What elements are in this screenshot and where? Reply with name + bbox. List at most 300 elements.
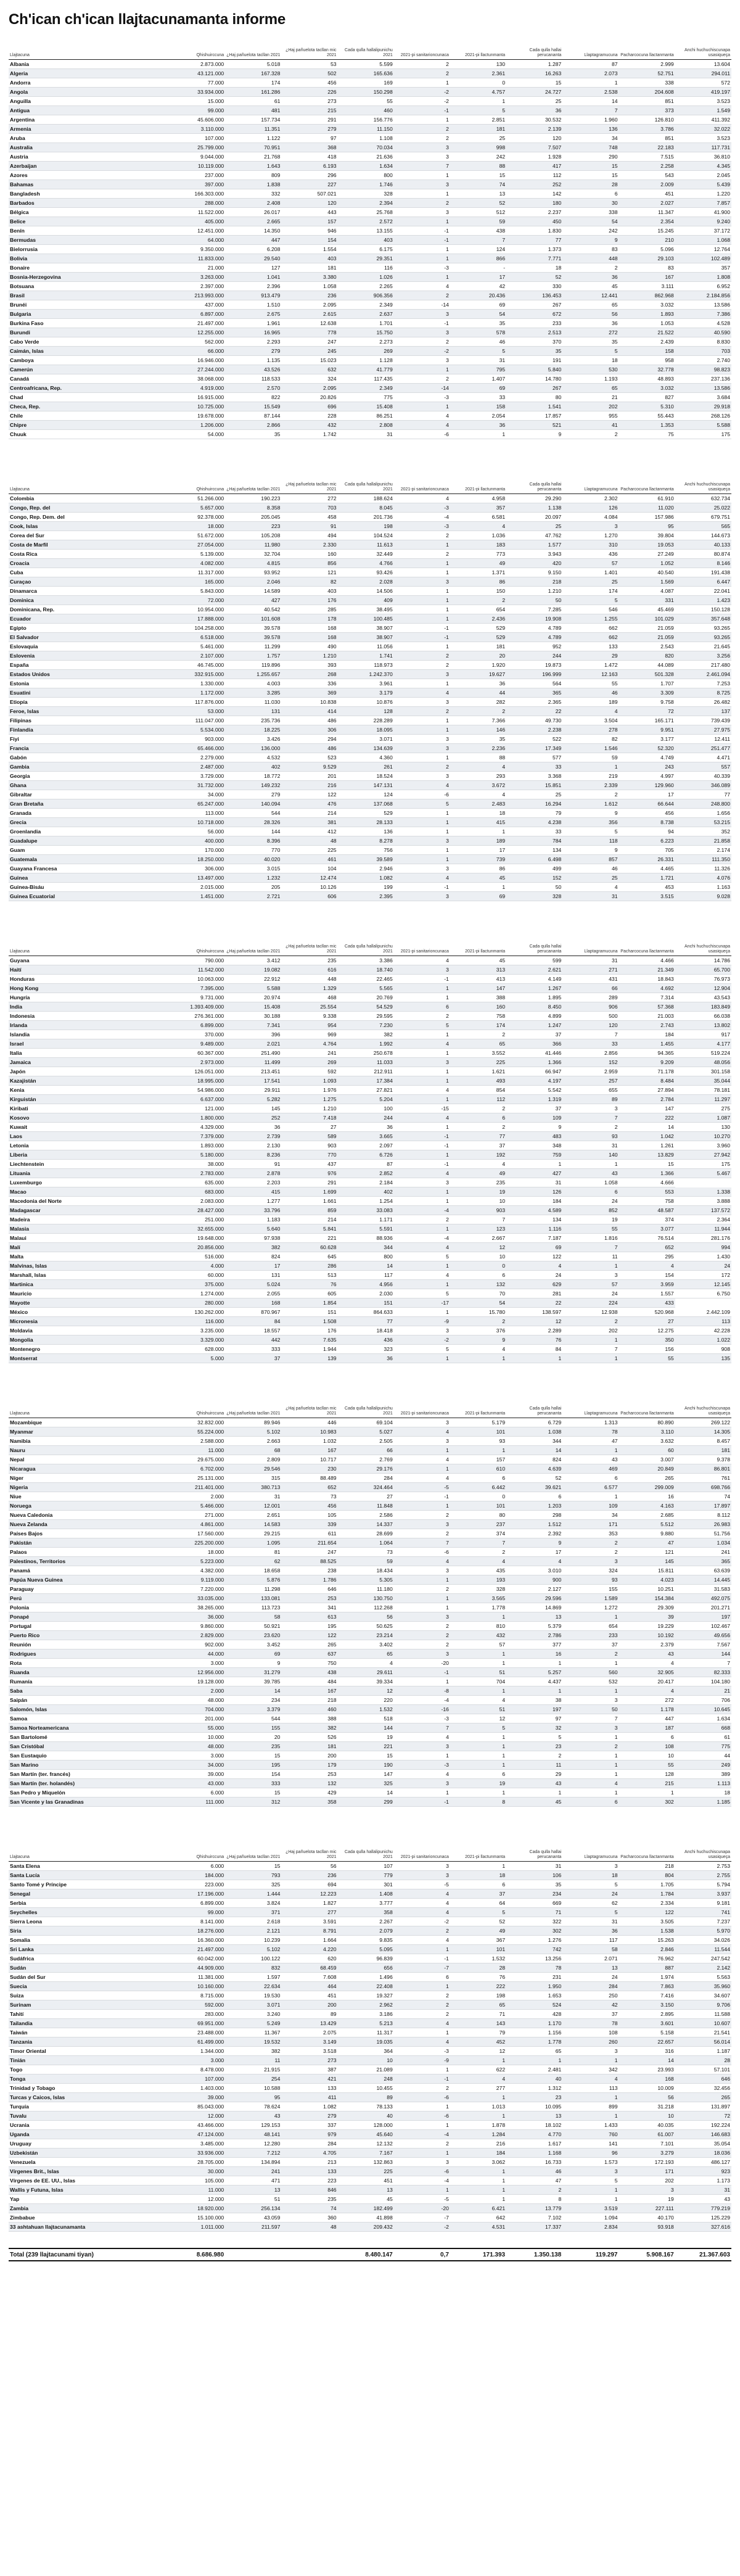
table-cell: 7.212 [225, 2149, 281, 2158]
table-cell: 923 [675, 2167, 731, 2176]
table-row [9, 614, 731, 624]
table-cell: 18 [675, 1788, 731, 1798]
table-cell: 432 [450, 1631, 506, 1640]
table-cell: 78.133 [338, 2102, 394, 2112]
table-cell: 7.386 [675, 310, 731, 319]
table-cell: 10.588 [225, 2084, 281, 2093]
table-cell: 0 [450, 1492, 506, 1501]
table-cell: 13.586 [675, 300, 731, 310]
table-cell: 134.894 [225, 2158, 281, 2167]
table-cell: 112 [506, 171, 562, 180]
table-cell: 11.980 [225, 540, 281, 550]
report-section [9, 1398, 731, 1807]
table-cell: 1.058 [281, 282, 337, 291]
table-cell: 37 [506, 1030, 562, 1039]
table-cell: 13 [225, 2186, 281, 2195]
table-cell: 2.075 [281, 2028, 337, 2037]
table-cell: 2 [562, 1317, 619, 1326]
table-cell: 3.523 [675, 97, 731, 106]
table-cell: 211.401.000 [169, 1483, 225, 1492]
table-cell: 157 [450, 1455, 506, 1464]
country-name: Corea del Sur [9, 531, 169, 540]
table-cell: 3.077 [619, 1224, 675, 1234]
country-name: Togo [9, 2065, 169, 2074]
table-cell: 560 [562, 1668, 619, 1677]
table-cell: 24.727 [506, 88, 562, 97]
table-cell: 26.482 [675, 698, 731, 707]
country-name: Costa de Marfil [9, 540, 169, 550]
table-cell: -1 [394, 1798, 450, 1807]
table-cell: 1.313 [562, 1418, 619, 1427]
table-cell: 128.000 [338, 2121, 394, 2130]
table-cell: 642 [450, 2213, 506, 2223]
table-cell: 9 [562, 846, 619, 855]
table-cell: 31 [506, 1178, 562, 1187]
table-cell: 223 [281, 2176, 337, 2186]
table-cell: 88.489 [281, 1474, 337, 1483]
table-cell: 235 [450, 1178, 506, 1187]
table-cell: 33 [506, 827, 562, 836]
table-cell: 411 [281, 2093, 337, 2102]
table-cell: 2.267 [338, 1917, 394, 1926]
table-row [9, 1243, 731, 1252]
table-cell: 5.563 [675, 1973, 731, 1982]
table-cell: 16.733 [506, 2158, 562, 2167]
table-cell: 1 [562, 1492, 619, 1501]
report-section [9, 474, 731, 901]
table-cell: 998 [450, 143, 506, 152]
country-name: Azores [9, 171, 169, 180]
table-cell: 142 [506, 189, 562, 199]
table-cell: 3.380 [281, 273, 337, 282]
table-cell: 952 [506, 642, 562, 651]
table-cell: 2 [394, 762, 450, 772]
table-cell: 243 [619, 762, 675, 772]
table-cell: 66.947 [506, 1067, 562, 1076]
table-cell: 2.621 [506, 965, 562, 975]
table-cell: 356 [562, 818, 619, 827]
table-cell: 368 [281, 143, 337, 152]
table-cell: 2 [394, 707, 450, 716]
table-cell: 1 [394, 171, 450, 180]
table-cell: 2 [562, 790, 619, 799]
country-name: El Salvador [9, 633, 169, 642]
table-cell: 969 [281, 1030, 337, 1039]
table-row [9, 809, 731, 818]
table-cell: 18.102 [506, 2121, 562, 2130]
table-cell: 181 [281, 263, 337, 273]
table-cell: 654 [562, 1622, 619, 1631]
table-cell: 89 [338, 2093, 394, 2102]
table-row [9, 2186, 731, 2195]
table-cell: 32.905 [619, 1668, 675, 1677]
table-cell: 41.446 [506, 1049, 562, 1058]
table-cell: 433 [619, 1298, 675, 1308]
table-cell: 1 [394, 1308, 450, 1317]
table-cell: 201 [281, 772, 337, 781]
table-cell: 452 [450, 2037, 506, 2047]
table-cell: 234 [506, 1889, 562, 1899]
table-cell: 7.608 [281, 1973, 337, 1982]
country-name: Kuwait [9, 1123, 169, 1132]
table-cell: 14.583 [225, 1520, 281, 1529]
table-cell: 397.000 [169, 180, 225, 189]
country-name: Dominica [9, 596, 169, 605]
table-cell: 4.764 [281, 1039, 337, 1049]
table-cell: 1.577 [506, 540, 562, 550]
country-name: Suecia [9, 1982, 169, 1991]
country-name: Guyana [9, 956, 169, 965]
table-cell: 117 [562, 1936, 619, 1945]
table-cell: 81 [225, 1548, 281, 1557]
total-col10: 21.367.603 [675, 2248, 731, 2261]
table-cell: 296 [281, 171, 337, 180]
table-row [9, 328, 731, 337]
country-name: San Cristóbal [9, 1742, 169, 1751]
country-name: Montserrat [9, 1354, 169, 1363]
table-cell: 2 [450, 1104, 506, 1113]
country-name: Samoa [9, 1714, 169, 1724]
table-cell: 18.250.000 [169, 855, 225, 864]
table-cell: 77 [506, 236, 562, 245]
table-cell: 136 [562, 125, 619, 134]
table-cell: 1.778 [450, 1603, 506, 1612]
table-cell: 19.053 [619, 540, 675, 550]
country-name: Brasil [9, 291, 169, 300]
table-row [9, 577, 731, 587]
table-cell: 761 [675, 1474, 731, 1483]
table-row [9, 642, 731, 651]
country-name: Checa, Rep. [9, 402, 169, 411]
table-cell: 2 [394, 661, 450, 670]
table-cell: 33.796 [225, 1206, 281, 1215]
table-cell: 5 [562, 1880, 619, 1889]
table-cell: 1 [394, 559, 450, 568]
table-cell: 155 [562, 1585, 619, 1594]
table-cell: 645 [281, 1252, 337, 1261]
table-cell: 486 [281, 744, 337, 753]
table-cell: 3.177 [619, 735, 675, 744]
table-cell: 82 [562, 735, 619, 744]
table-cell: 18.524 [338, 772, 394, 781]
table-cell: 352 [675, 827, 731, 836]
table-cell: 27.244.000 [169, 365, 225, 374]
table-cell: 52.751 [619, 69, 675, 78]
table-cell: 144.673 [675, 531, 731, 540]
table-cell: 4.770 [506, 2130, 562, 2139]
table-cell: 42 [562, 2000, 619, 2010]
table-cell: 1.312 [506, 2084, 562, 2093]
table-cell: 76.514 [619, 1234, 675, 1243]
table-cell: 592.000 [169, 2000, 225, 2010]
table-row [9, 836, 731, 846]
table-cell: 1.992 [338, 1039, 394, 1049]
table-cell: 176 [281, 1326, 337, 1335]
table-cell: 225 [338, 2167, 394, 2176]
table-cell: 30.532 [506, 115, 562, 125]
table-row [9, 2047, 731, 2056]
table-cell: 2 [450, 1030, 506, 1039]
table-cell: 955 [562, 411, 619, 421]
table-cell: 1 [562, 1761, 619, 1770]
table-cell: 29.611 [338, 1668, 394, 1677]
table-cell: 1 [450, 1446, 506, 1455]
country-name: Mauricio [9, 1289, 169, 1298]
table-cell: 48.893 [619, 374, 675, 384]
table-cell: 19.229 [619, 1622, 675, 1631]
country-name: Argentina [9, 115, 169, 125]
table-cell: 138.597 [506, 1308, 562, 1317]
table-cell: 133.081 [225, 1594, 281, 1603]
table-cell: 365 [506, 688, 562, 698]
country-name: Samoa Norteamericana [9, 1724, 169, 1733]
table-cell: -7 [394, 2213, 450, 2223]
table-cell: 11.833.000 [169, 254, 225, 263]
table-cell: 39.589 [338, 855, 394, 864]
table-cell: 2.637 [338, 310, 394, 319]
table-cell: 371 [225, 1908, 281, 1917]
table-cell: 87 [338, 1160, 394, 1169]
table-cell: 15 [562, 171, 619, 180]
table-cell: 10.000 [169, 1733, 225, 1742]
table-cell: 83 [562, 245, 619, 254]
table-cell: 1 [394, 402, 450, 411]
table-cell: 13.586 [675, 384, 731, 393]
table-cell: 341 [281, 1603, 337, 1612]
table-cell: 9.706 [675, 2000, 731, 2010]
table-cell: 36 [450, 421, 506, 430]
table-cell: 357 [450, 503, 506, 513]
table-cell: 3.032 [619, 384, 675, 393]
country-name: Bangladesh [9, 189, 169, 199]
table-cell: 54 [450, 1298, 506, 1308]
table-row [9, 1289, 731, 1298]
table-cell: 7.314 [619, 993, 675, 1002]
table-cell: 26.017 [225, 208, 281, 217]
table-cell: 6.442 [450, 1483, 506, 1492]
table-cell: 279 [281, 125, 337, 134]
table-cell: 242 [450, 152, 506, 162]
table-cell: 1 [450, 2167, 506, 2176]
table-cell: 40.170 [619, 2213, 675, 2223]
table-cell: 3.386 [338, 956, 394, 965]
table-cell: 15.023 [281, 356, 337, 365]
table-row [9, 2102, 731, 2112]
table-cell: 1 [394, 1049, 450, 1058]
table-cell: 3.186 [338, 2010, 394, 2019]
table-cell: 1 [450, 1659, 506, 1668]
table-cell: 652 [281, 1483, 337, 1492]
table-cell: 8.045 [338, 503, 394, 513]
table-row [9, 180, 731, 189]
table-cell: 14 [225, 1686, 281, 1696]
table-cell: 129.960 [619, 781, 675, 790]
table-cell: 4 [450, 1160, 506, 1169]
table-cell: 2.279.000 [169, 753, 225, 762]
table-cell: 4 [562, 1779, 619, 1788]
table-cell: 353 [562, 1529, 619, 1538]
table-cell: 190 [338, 1761, 394, 1770]
table-cell: 244 [338, 1113, 394, 1123]
table-cell: 6.000 [169, 1788, 225, 1798]
table-cell: 6.223 [619, 836, 675, 846]
table-cell: 172.193 [619, 2158, 675, 2167]
table-row [9, 1345, 731, 1354]
table-cell: 166.303.000 [169, 189, 225, 199]
table-row [9, 1871, 731, 1880]
table-cell: 428 [506, 2010, 562, 2019]
table-cell: 2.959 [562, 1067, 619, 1076]
table-cell: 202 [562, 1326, 619, 1335]
table-cell: 451 [338, 2176, 394, 2186]
table-cell: 251.000 [169, 1215, 225, 1224]
table-cell: 36 [562, 319, 619, 328]
country-name: Esuatini [9, 688, 169, 698]
table-cell: 521 [506, 421, 562, 430]
table-row [9, 965, 731, 975]
table-cell: 338 [619, 78, 675, 88]
table-cell: 2.618 [225, 1917, 281, 1926]
table-cell: 1.664 [281, 1936, 337, 1945]
table-cell: 18 [450, 1871, 506, 1880]
table-cell: 979 [281, 2130, 337, 2139]
country-name: Serbia [9, 1899, 169, 1908]
country-name: Sierra Leona [9, 1917, 169, 1926]
table-cell: 14.786 [675, 956, 731, 965]
table-cell: 35.044 [675, 1076, 731, 1086]
table-cell: 5.591 [338, 1224, 394, 1234]
table-row [9, 125, 731, 134]
table-cell: 3.959 [619, 1280, 675, 1289]
table-cell: 577 [506, 753, 562, 762]
table-row [9, 1862, 731, 1871]
table-cell: 1.974 [619, 1973, 675, 1982]
table-cell: 19 [450, 1779, 506, 1788]
country-name: Micronesia [9, 1317, 169, 1326]
table-cell: 132 [281, 1779, 337, 1788]
table-cell: 4 [394, 1455, 450, 1464]
table-cell: 5.213 [338, 2019, 394, 2028]
country-name: Chuuk [9, 430, 169, 439]
table-cell: 76 [506, 1335, 562, 1345]
table-cell: 50.921 [225, 1622, 281, 1631]
table-row [9, 208, 731, 217]
table-cell: 2 [394, 374, 450, 384]
table-cell: 460 [281, 1705, 337, 1714]
table-cell: 233 [506, 319, 562, 328]
table-cell: 4.003 [225, 679, 281, 688]
table-cell: 370.000 [169, 1030, 225, 1039]
table-cell: 17 [506, 1548, 562, 1557]
table-cell: 18.000 [169, 1548, 225, 1557]
table-cell: 403 [338, 236, 394, 245]
table-cell: 4.899 [506, 1012, 562, 1021]
table-cell: 29.596 [506, 1594, 562, 1603]
header-row [9, 1398, 731, 1418]
table-row [9, 651, 731, 661]
table-row [9, 97, 731, 106]
table-cell: 116.000 [169, 1317, 225, 1326]
table-cell: 1.170 [506, 2019, 562, 2028]
country-name: Malta [9, 1252, 169, 1261]
table-cell: 70.951 [225, 143, 281, 152]
table-cell: 18.276.000 [169, 1926, 225, 1936]
table-cell: 147 [450, 984, 506, 993]
table-cell: 84 [225, 1317, 281, 1326]
table-cell: 39.578 [225, 633, 281, 642]
table-cell: 52 [450, 199, 506, 208]
table-cell: 131.897 [675, 2102, 731, 2112]
table-cell: 1.557 [619, 1289, 675, 1298]
table-cell: 3 [394, 1058, 450, 1067]
table-cell: 4.382.000 [169, 1566, 225, 1575]
country-name: Bolivia [9, 254, 169, 263]
table-cell: 2 [394, 1622, 450, 1631]
table-cell: -2 [394, 347, 450, 356]
table-cell: 4.919.000 [169, 384, 225, 393]
table-cell: 2.615 [281, 310, 337, 319]
table-cell: 19.530 [225, 1991, 281, 2000]
table-cell: 12 [338, 1686, 394, 1696]
table-cell: 5.512 [619, 1520, 675, 1529]
table-cell: 56 [562, 310, 619, 319]
table-cell: 247 [281, 1548, 337, 1557]
table-cell: 14 [506, 1446, 562, 1455]
table-cell: 1.827 [281, 1899, 337, 1908]
table-cell: 168 [619, 2074, 675, 2084]
table-cell: 20 [225, 1733, 281, 1742]
table-cell: 3.379 [225, 1705, 281, 1714]
table-cell: 1 [394, 189, 450, 199]
table-cell: 1.430 [675, 1252, 731, 1261]
table-cell: 50 [506, 596, 562, 605]
table-row [9, 2000, 731, 2010]
table-cell: 1.178 [619, 1705, 675, 1714]
table-cell: 3 [394, 744, 450, 753]
country-name: Camboya [9, 356, 169, 365]
table-row [9, 291, 731, 300]
table-cell: 824 [225, 1252, 281, 1261]
table-cell: 15.408 [338, 402, 394, 411]
table-cell: 65 [338, 1649, 394, 1659]
table-cell: 5 [506, 1733, 562, 1742]
table-row [9, 430, 731, 439]
table-cell: 7.167 [338, 2149, 394, 2158]
table-row [9, 347, 731, 356]
table-row [9, 1483, 731, 1492]
table-cell: 3 [394, 1178, 450, 1187]
table-cell: 25 [562, 873, 619, 883]
table-cell: 4 [619, 1686, 675, 1696]
table-cell: 4 [394, 873, 450, 883]
table-cell: 8.112 [675, 1511, 731, 1520]
country-name: Chile [9, 411, 169, 421]
table-cell: 313 [450, 965, 506, 975]
table-cell: 23.993 [619, 2065, 675, 2074]
table-cell: 1.038 [506, 1427, 562, 1437]
table-cell: 11.588 [675, 2010, 731, 2019]
country-name: Kiribati [9, 1104, 169, 1113]
table-cell: 157.734 [225, 115, 281, 125]
table-cell: 17 [619, 790, 675, 799]
table-cell: 12.451.000 [169, 226, 225, 236]
table-cell: 14.305 [675, 1427, 731, 1437]
table-cell: 21.059 [619, 633, 675, 642]
table-cell: 1 [450, 2176, 506, 2186]
table-cell: 16.965 [225, 328, 281, 337]
table-cell: 770 [225, 846, 281, 855]
table-cell: 99.000 [169, 106, 225, 115]
